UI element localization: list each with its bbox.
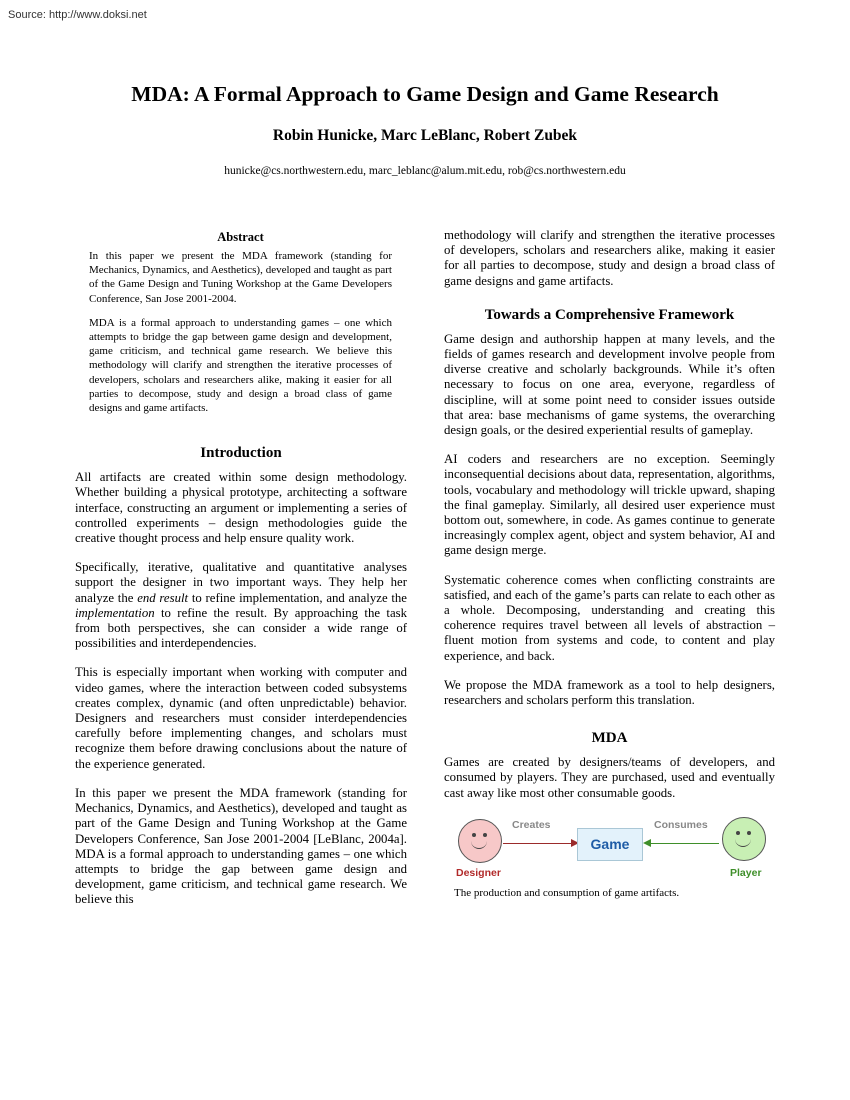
towards-paragraph: AI coders and researchers are no exception. Seemingly inconsequential decisions about data, representation, algorithms, tools, vocabulary and methodology will trickle upward, shaping the final gameplay. Similarly, all desired user experience must bottom out, somewhere, in code. As games continue to generate increasingly complex agent, object and system behavior, AI and game design merge. [444, 452, 775, 558]
intro-paragraph: In this paper we present the MDA framework (standing for Mechanics, Dynamics, and Aesthetics), developed and taught as part of the Game Design and Tuning Workshop at the Game Developers Conference, San Jose 2001-2004 [LeBlanc, 2004a]. MDA is a formal approach to understanding games – one which attempts to bridge the gap between game design and development, game criticism, and technical game research. We believe this [75, 785, 407, 907]
designer-smiley-icon [458, 819, 502, 863]
abstract-paragraph: MDA is a formal approach to understanding games – one which attempts to bridge the gap between game design and development, game criticism, and technical game research. We believe this methodology will clarify and strengthen the iterative processes of developers, scholars and researchers alike, making it easier for all parties to decompose, study and design a broad class of game designs and game artifacts. [89, 316, 392, 415]
emphasis-text: end result [137, 590, 189, 605]
mda-heading: MDA [591, 730, 628, 747]
paper-authors: Robin Hunicke, Marc LeBlanc, Robert Zubek [272, 127, 578, 144]
towards-paragraph: We propose the MDA framework as a tool to help designers, researchers and scholars perform this translation. [444, 677, 775, 708]
intro-paragraph: All artifacts are created within some design methodology. Whether building a physical prototype, architecting a software interface, constructing an argument or implementing a series of controlled experiments – design methodologies guide the creative thought process and help ensure quality work. [75, 470, 407, 546]
player-label: Player [730, 866, 762, 879]
towards-paragraph: Game design and authorship happen at many levels, and the fields of games research and development involve people from diverse creative and scholarly backgrounds. While it’s often necessary to focus on one area, everyone, regardless of discipline, will at some point need to consider issues outside that area: base mechanisms of game systems, the overarching design goals, or the desired experiential results of gameplay. [444, 331, 775, 438]
text-run: to refine implementation, and analyze the [188, 590, 407, 605]
emphasis-text: implementation [75, 605, 155, 620]
figure-caption: The production and consumption of game artifacts. [454, 886, 680, 899]
abstract-paragraph: In this paper we present the MDA framework (standing for Mechanics, Dynamics, and Aesthetics), developed and taught as part of the Game Design and Tuning Workshop at the Game Developers Conference, San Jose 2001-2004. [89, 250, 392, 305]
creates-label: Creates [512, 818, 551, 831]
text-run: to refine the result. By approaching the task from both perspectives, she can consider a wide range of possibilities and interdependencies. [75, 605, 407, 651]
designer-label: Designer [456, 866, 501, 879]
consumes-arrow [645, 843, 719, 844]
consumes-label: Consumes [654, 818, 708, 831]
continued-paragraph: methodology will clarify and strengthen the iterative processes of developers, scholars and researchers alike, making it easier for all parties to decompose, study and design a broad class of game designs and game artifacts. [444, 228, 775, 288]
introduction-heading: Introduction [200, 445, 282, 462]
abstract-heading: Abstract [217, 230, 264, 244]
source-line: Source: http://www.doksi.net [8, 9, 147, 21]
left-column [75, 228, 407, 922]
text-run: Specifically, iterative, qualitative and quantitative analyses support the designer in two important ways. They help her analyze the [75, 560, 407, 605]
right-column [444, 228, 775, 899]
intro-paragraph [75, 560, 407, 651]
player-smiley-icon [722, 817, 766, 861]
towards-heading: Towards a Comprehensive Framework [484, 306, 735, 323]
production-consumption-figure [444, 815, 775, 885]
paper-title: MDA: A Formal Approach to Game Design and Game Research [131, 82, 719, 106]
author-emails: hunicke@cs.northwestern.edu, marc_leblanc@alum.mit.edu, rob@cs.northwestern.edu [224, 165, 626, 177]
creates-arrow [503, 843, 573, 844]
abstract-block [89, 230, 392, 415]
game-box: Game [577, 828, 643, 861]
mda-paragraph: Games are created by designers/teams of developers, and consumed by players. They are purchased, used and eventually cast away like most other consumable goods. [444, 755, 775, 800]
intro-paragraph: This is especially important when working with computer and video games, where the interaction between coded subsystems creates complex, dynamic (and often unpredictable) behavior. Designers and researchers must consider interdependencies carefully before implementing changes, and scholars must recognize them before drawing conclusions about the nature of the experience generated. [75, 665, 407, 771]
towards-paragraph: Systematic coherence comes when conflicting constraints are satisfied, and each of the game’s parts can relate to each other as a whole. Decomposing, understanding and creating this coherence requires travel between all levels of abstraction – fluent motion from systems and code, to content and play experience, and back. [444, 572, 775, 663]
